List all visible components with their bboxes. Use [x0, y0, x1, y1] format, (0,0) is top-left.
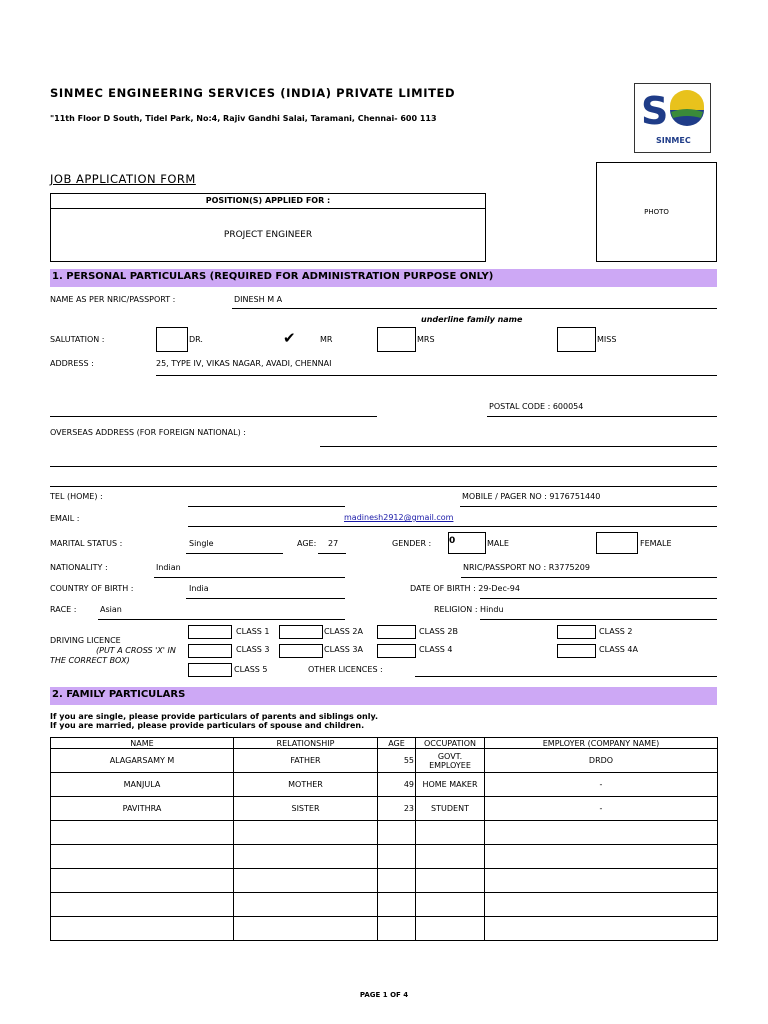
cell-name[interactable]: ALAGARSAMY M: [51, 749, 234, 773]
section-personal-header: [50, 269, 717, 287]
cell-name[interactable]: MANJULA: [51, 773, 234, 797]
email-label: EMAIL :: [50, 514, 80, 523]
cell-occupation[interactable]: [416, 917, 485, 941]
cell-age[interactable]: [378, 917, 416, 941]
table-row: [51, 821, 718, 845]
table-row: [51, 845, 718, 869]
religion[interactable]: RELIGION : Hindu: [434, 605, 504, 614]
underline-note: underline family name: [421, 315, 523, 324]
cell-relationship[interactable]: FATHER: [234, 749, 378, 773]
name-label: NAME AS PER NRIC/PASSPORT :: [50, 295, 176, 304]
table-row: [51, 917, 718, 941]
salutation-dr-box[interactable]: [156, 327, 188, 352]
nric[interactable]: NRIC/PASSPORT NO : R3775209: [463, 563, 590, 572]
class-2b-box[interactable]: [377, 625, 416, 639]
class-4-label: CLASS 4: [419, 645, 453, 654]
table-row: [51, 893, 718, 917]
driving-note-2: THE CORRECT BOX): [50, 656, 130, 665]
cell-relationship[interactable]: MOTHER: [234, 773, 378, 797]
class-5-box[interactable]: [188, 663, 232, 677]
cell-age[interactable]: [378, 845, 416, 869]
cell-age[interactable]: 49: [378, 773, 416, 797]
cell-name[interactable]: [51, 845, 234, 869]
nationality-label: NATIONALITY :: [50, 563, 108, 572]
cell-employer[interactable]: [485, 869, 718, 893]
cell-employer[interactable]: -: [485, 797, 718, 821]
cell-occupation[interactable]: [416, 845, 485, 869]
cell-age[interactable]: 55: [378, 749, 416, 773]
family-table: [50, 737, 718, 941]
race-value[interactable]: Asian: [100, 605, 122, 614]
class-2b-label: CLASS 2B: [419, 627, 458, 636]
cell-age[interactable]: [378, 893, 416, 917]
cell-age[interactable]: [378, 821, 416, 845]
cell-occupation[interactable]: HOME MAKER: [416, 773, 485, 797]
sinmec-logo-icon: [635, 84, 710, 152]
cell-employer[interactable]: [485, 821, 718, 845]
class-2-box[interactable]: [557, 625, 596, 639]
photo-box[interactable]: [596, 162, 717, 262]
class-4a-box[interactable]: [557, 644, 596, 658]
cell-occupation[interactable]: [416, 821, 485, 845]
company-logo: [634, 83, 711, 153]
table-row: [51, 749, 718, 773]
salutation-label: SALUTATION :: [50, 335, 105, 344]
logo-letter: S: [641, 89, 669, 133]
form-title: JOB APPLICATION FORM: [50, 172, 196, 186]
cell-employer[interactable]: -: [485, 773, 718, 797]
gender-label: GENDER :: [392, 539, 432, 548]
postal-code[interactable]: POSTAL CODE : 600054: [489, 402, 584, 411]
marital-value[interactable]: Single: [189, 539, 214, 548]
cell-relationship[interactable]: [234, 869, 378, 893]
table-row: [51, 773, 718, 797]
driving-note-1: (PUT A CROSS 'X' IN: [96, 646, 176, 655]
class-2a-label: CLASS 2A: [324, 627, 363, 636]
cell-occupation[interactable]: [416, 869, 485, 893]
header-name: NAME: [51, 738, 234, 749]
cell-relationship[interactable]: [234, 845, 378, 869]
salutation-mrs-box[interactable]: [377, 327, 416, 352]
salutation-miss: MISS: [597, 335, 617, 344]
cell-employer[interactable]: [485, 917, 718, 941]
class-3-box[interactable]: [188, 644, 232, 658]
class-4a-label: CLASS 4A: [599, 645, 638, 654]
family-note-1: If you are single, please provide particulars of parents and siblings only.: [50, 712, 379, 721]
position-value[interactable]: PROJECT ENGINEER: [223, 230, 313, 240]
marital-label: MARITAL STATUS :: [50, 539, 123, 548]
logo-text: SINMEC: [656, 136, 691, 145]
cell-relationship[interactable]: [234, 821, 378, 845]
gender-female-box[interactable]: [596, 532, 638, 554]
overseas-label: OVERSEAS ADDRESS (FOR FOREIGN NATIONAL) :: [50, 428, 246, 437]
position-label: POSITION(S) APPLIED FOR :: [205, 196, 331, 205]
section-family-header: [50, 687, 717, 705]
mobile[interactable]: MOBILE / PAGER NO : 9176751440: [462, 492, 601, 501]
cell-occupation[interactable]: [416, 893, 485, 917]
nationality-value[interactable]: Indian: [156, 563, 181, 572]
name-value[interactable]: DINESH M A: [234, 295, 283, 304]
cell-occupation[interactable]: GOVT. EMPLOYEE: [416, 749, 485, 773]
cell-relationship[interactable]: [234, 893, 378, 917]
cell-name[interactable]: [51, 821, 234, 845]
cell-name[interactable]: [51, 917, 234, 941]
driving-label: DRIVING LICENCE: [50, 636, 121, 645]
page-footer: PAGE 1 OF 4: [359, 991, 409, 999]
class-2-label: CLASS 2: [599, 627, 633, 636]
gender-mark: 0: [449, 536, 456, 546]
country-value[interactable]: India: [189, 584, 209, 593]
section-family-title: 2. FAMILY PARTICULARS: [52, 689, 186, 700]
other-licences-label: OTHER LICENCES :: [308, 665, 383, 674]
salutation-mrs: MRS: [417, 335, 435, 344]
cell-employer[interactable]: [485, 893, 718, 917]
cell-relationship[interactable]: SISTER: [234, 797, 378, 821]
position-box: [50, 193, 486, 262]
cell-name[interactable]: PAVITHRA: [51, 797, 234, 821]
company-name: SINMEC ENGINEERING SERVICES (INDIA) PRIVATE LIMITED: [50, 86, 456, 100]
header-age: AGE: [378, 738, 416, 749]
cell-relationship[interactable]: [234, 917, 378, 941]
company-address: "11th Floor D South, Tidel Park, No:4, Rajiv Gandhi Salai, Taramani, Chennai- 600 113: [50, 114, 437, 123]
address-value[interactable]: 25, TYPE IV, VIKAS NAGAR, AVADI, CHENNAI: [156, 359, 332, 368]
class-5-label: CLASS 5: [234, 665, 268, 674]
class-3a-label: CLASS 3A: [324, 645, 363, 654]
section-personal-title: 1. PERSONAL PARTICULARS (REQUIRED FOR ADMINISTRATION PURPOSE ONLY): [52, 271, 494, 282]
tel-label: TEL (HOME) :: [50, 492, 103, 501]
class-1-label: CLASS 1: [236, 627, 270, 636]
age-value[interactable]: 27: [328, 539, 339, 548]
header-relationship: RELATIONSHIP: [234, 738, 378, 749]
cell-name[interactable]: [51, 893, 234, 917]
table-row: [51, 869, 718, 893]
cell-employer[interactable]: [485, 845, 718, 869]
country-label: COUNTRY OF BIRTH :: [50, 584, 134, 593]
salutation-miss-box[interactable]: [557, 327, 596, 352]
cell-employer[interactable]: DRDO: [485, 749, 718, 773]
cell-occupation[interactable]: STUDENT: [416, 797, 485, 821]
header-occupation: OCCUPATION: [416, 738, 485, 749]
age-label: AGE:: [297, 539, 317, 548]
email-value[interactable]: madinesh2912@gmail.com: [344, 513, 454, 522]
cell-name[interactable]: [51, 869, 234, 893]
photo-label: PHOTO: [644, 208, 669, 216]
family-table-header: [51, 738, 718, 749]
check-icon: ✔: [283, 329, 296, 347]
cell-age[interactable]: [378, 869, 416, 893]
cell-age[interactable]: 23: [378, 797, 416, 821]
salutation-dr: DR.: [189, 335, 203, 344]
gender-male-box[interactable]: [448, 532, 486, 554]
class-4-box[interactable]: [377, 644, 416, 658]
class-2a-box[interactable]: [279, 625, 323, 639]
class-3-label: CLASS 3: [236, 645, 270, 654]
address-label: ADDRESS :: [50, 359, 94, 368]
gender-male: MALE: [487, 539, 509, 548]
race-label: RACE :: [50, 605, 77, 614]
dob[interactable]: DATE OF BIRTH : 29-Dec-94: [410, 584, 520, 593]
class-1-box[interactable]: [188, 625, 232, 639]
family-note-2: If you are married, please provide particulars of spouse and children.: [50, 721, 365, 730]
class-3a-box[interactable]: [279, 644, 323, 658]
header-employer: EMPLOYER (COMPANY NAME): [485, 738, 718, 749]
table-row: [51, 797, 718, 821]
gender-female: FEMALE: [640, 539, 672, 548]
salutation-mr: MR: [320, 335, 333, 344]
